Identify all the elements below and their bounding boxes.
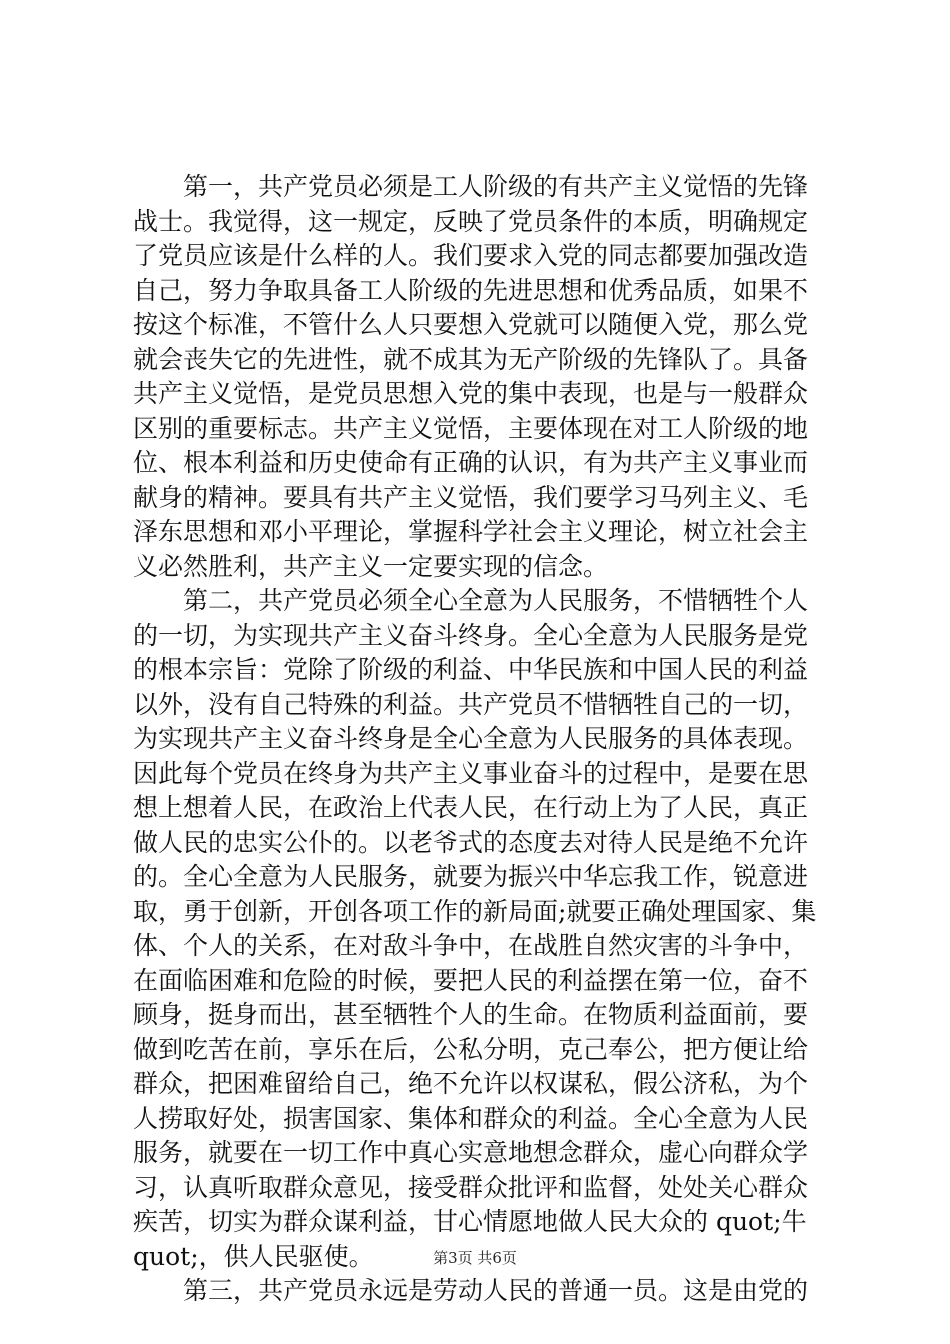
paragraph-line: 位、根本利益和历史使命有正确的认识，有为共产主义事业而 — [133, 448, 809, 477]
paragraph-line: 群众，把困难留给自己，绝不允许以权谋私，假公济私，为个 — [133, 1069, 809, 1098]
paragraph-line: 第三，共产党员永远是劳动人民的普通一员。这是由党的 — [183, 1276, 809, 1305]
paragraph-line: 义必然胜利，共产主义一定要实现的信念。 — [133, 551, 609, 581]
page-number-footer: 第3页 共6页 — [433, 1249, 517, 1267]
document-body — [133, 170, 823, 1309]
paragraph-line: quot;，供人民驱使。 — [133, 1241, 374, 1271]
paragraph-line: 的根本宗旨：党除了阶级的利益、中华民族和中国人民的利益 — [133, 655, 809, 684]
paragraph-line: 做到吃苦在前，享乐在后，公私分明，克己奉公，把方便让给 — [133, 1034, 809, 1064]
paragraph-line: 战士。我觉得，这一规定，反映了党员条件的本质，明确规定 — [133, 206, 809, 236]
paragraph-line: 疾苦，切实为群众谋利益，甘心情愿地做人民大众的 quot;牛 — [133, 1207, 807, 1236]
paragraph-line: 共产主义觉悟，是党员思想入党的集中表现，也是与一般群众 — [133, 379, 809, 408]
paragraph-line: 就会丧失它的先进性，就不成其为无产阶级的先锋队了。具备 — [133, 344, 809, 374]
paragraph-line: 的。全心全意为人民服务，就要为振兴中华忘我工作，锐意进 — [133, 862, 809, 891]
paragraph-line: 了党员应该是什么样的人。我们要求入党的同志都要加强改造 — [133, 241, 809, 270]
paragraph-line: 的一切，为实现共产主义奋斗终身。全心全意为人民服务是党 — [133, 620, 809, 650]
paragraph-line: 第一，共产党员必须是工人阶级的有共产主义觉悟的先锋 — [183, 172, 809, 201]
paragraph-line: 献身的精神。要具有共产主义觉悟，我们要学习马列主义、毛 — [133, 482, 809, 512]
paragraph-line: 自己，努力争取具备工人阶级的先进思想和优秀品质，如果不 — [133, 275, 809, 305]
paragraph-line: 因此每个党员在终身为共产主义事业奋斗的过程中，是要在思 — [133, 758, 809, 788]
paragraph-line: 区别的重要标志。共产主义觉悟，主要体现在对工人阶级的地 — [133, 413, 809, 443]
paragraph-line: 体、个人的关系，在对敌斗争中，在战胜自然灾害的斗争中， — [133, 931, 809, 960]
paragraph-line: 人捞取好处，损害国家、集体和群众的利益。全心全意为人民 — [133, 1103, 809, 1133]
paragraph-line: 顾身，挺身而出，甚至牺牲个人的生命。在物质利益面前，要 — [133, 1000, 809, 1029]
paragraph-line: 为实现共产主义奋斗终身是全心全意为人民服务的具体表现。 — [133, 724, 809, 753]
paragraph-line: 取，勇于创新，开创各项工作的新局面;就要正确处理国家、集 — [133, 896, 817, 926]
paragraph-line: 在面临困难和危险的时候，要把人民的利益摆在第一位，奋不 — [133, 965, 809, 995]
paragraph-line: 第二，共产党员必须全心全意为人民服务，不惜牺牲个人 — [183, 586, 809, 615]
paragraph-line: 做人民的忠实公仆的。以老爷式的态度去对待人民是绝不允许 — [133, 827, 809, 857]
paragraph-line: 习，认真听取群众意见，接受群众批评和监督，处处关心群众 — [133, 1172, 809, 1202]
paragraph-line: 想上想着人民，在政治上代表人民，在行动上为了人民，真正 — [133, 793, 809, 822]
paragraph-line: 按这个标准，不管什么人只要想入党就可以随便入党，那么党 — [133, 310, 809, 339]
paragraph-line: 泽东思想和邓小平理论，掌握科学社会主义理论，树立社会主 — [133, 517, 809, 546]
paragraph-line: 以外，没有自己特殊的利益。共产党员不惜牺牲自己的一切， — [133, 689, 809, 719]
paragraph-line: 服务，就要在一切工作中真心实意地想念群众，虚心向群众学 — [133, 1138, 809, 1167]
